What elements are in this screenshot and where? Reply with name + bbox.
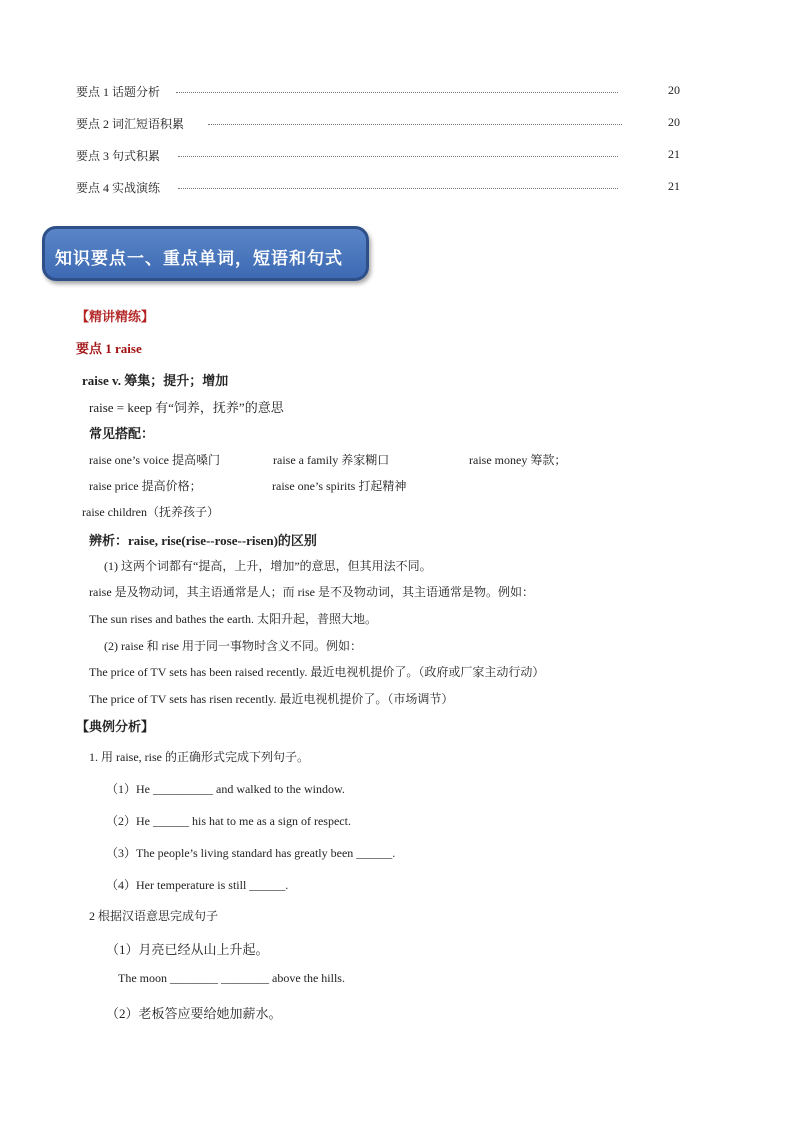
example-sentence: The price of TV sets has risen recently. 最近电视机提价了。（市场调节）	[89, 692, 454, 706]
question-item: （4）Her temperature is still ______.	[106, 878, 289, 892]
section-banner	[42, 226, 369, 281]
toc-leader-dots	[208, 124, 622, 125]
toc-label: 要点 3 句式积累	[76, 149, 161, 163]
note-detail: raise 是及物动词，其主语通常是人；而 rise 是不及物动词，其主语通常是物。例如：	[89, 585, 534, 599]
section-heading: 【精讲精练】	[76, 309, 155, 324]
collocation-item: raise a family 养家糊口	[273, 453, 390, 467]
toc-page-number: 20	[668, 83, 680, 97]
note-line: (1) 这两个词都有“提高，上升，增加”的意思，但其用法不同。	[104, 559, 432, 573]
example-sentence: The price of TV sets has been raised recently. 最近电视机提价了。（政府或厂家主动行动）	[89, 665, 545, 679]
toc-leader-dots	[178, 188, 618, 189]
note-line: (2) raise 和 rise 用于同一事物时含义不同。例如：	[104, 639, 362, 653]
toc-page-number: 21	[668, 147, 680, 161]
toc-leader-dots	[176, 92, 618, 93]
question-item: （2）老板答应要给她加薪水。	[106, 1006, 282, 1021]
toc-row[interactable]	[76, 147, 680, 163]
point-title: 要点 1 raise	[76, 341, 142, 356]
question-item: （3）The people’s living standard has greatly been ______.	[106, 846, 396, 860]
collocation-item: raise money 筹款；	[469, 453, 567, 467]
collocation-label: 常见搭配：	[89, 426, 155, 441]
definition-line: raise v. 筹集；提升；增加	[82, 373, 229, 388]
question-item: The moon ________ ________ above the hills.	[118, 971, 345, 985]
equivalent-line	[89, 397, 284, 416]
example-sentence: The sun rises and bathes the earth. 太阳升起，普照大地。	[89, 612, 377, 626]
question-item: （1）月亮已经从山上升起。	[106, 942, 269, 957]
analysis-heading: 【典例分析】	[76, 719, 155, 734]
toc-row[interactable]	[76, 179, 680, 195]
banner-title: 知识要点一、重点单词，短语和句式	[55, 249, 343, 268]
question-item: （2）He ______ his hat to me as a sign of respect.	[106, 814, 351, 828]
collocation-item: raise price 提高价格；	[89, 479, 202, 493]
collocation-item: raise one’s spirits 打起精神	[272, 479, 407, 493]
toc-page-number: 20	[668, 115, 680, 129]
collocation-item: raise children（抚养孩子）	[82, 505, 219, 519]
question-item: （1）He __________ and walked to the window.	[106, 782, 345, 796]
toc-row[interactable]	[76, 115, 680, 131]
collocation-item: raise one’s voice 提高嗓门	[89, 453, 220, 467]
question-title: 1. 用 raise, rise 的正确形式完成下列句子。	[89, 750, 309, 764]
question-title: 2 根据汉语意思完成句子	[89, 909, 219, 923]
toc-row[interactable]	[76, 83, 680, 99]
toc-page-number: 21	[668, 179, 680, 193]
toc-leader-dots	[178, 156, 618, 157]
toc-label: 要点 4 实战演练	[76, 181, 161, 195]
equivalent-text: raise = keep 有“饲养，抚养”的意思	[89, 400, 284, 415]
compare-title: 辨析：raise, rise(rise--rose--risen)的区别	[89, 533, 317, 548]
toc-label: 要点 2 词汇短语积累	[76, 117, 185, 131]
toc-label: 要点 1 话题分析	[76, 85, 161, 99]
